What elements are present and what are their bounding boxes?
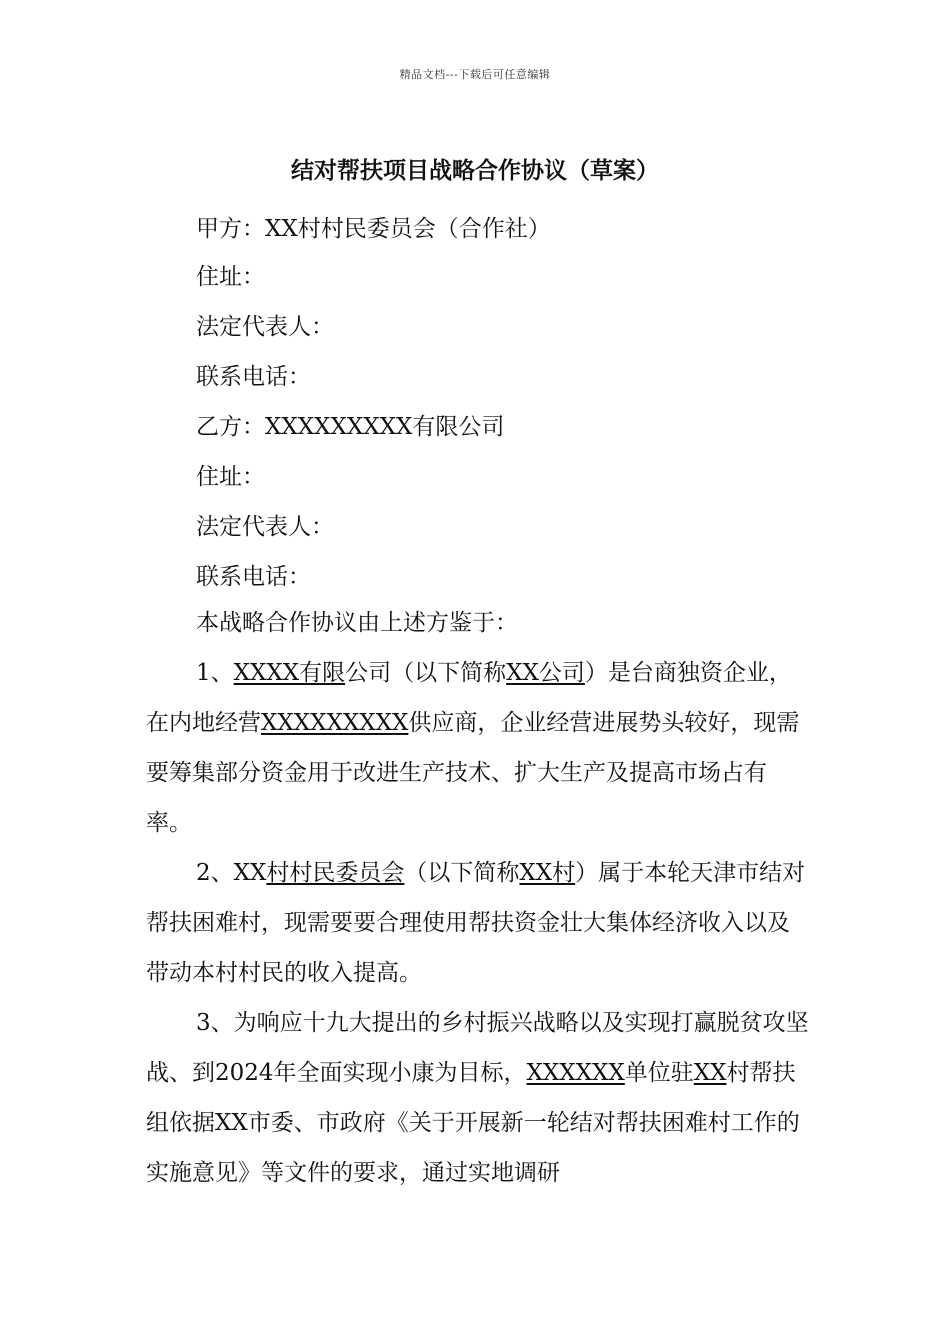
- committee-underline: 村村民委员会: [266, 860, 405, 886]
- party-a-address: 住址：: [196, 264, 265, 290]
- clause-3-text: 村帮扶组依据XX市委、市政府《关于开展新一轮结对帮扶困难村工作的实施意见》等文件的要求，通过实地调研: [146, 1060, 800, 1186]
- clause-1-text: 供应商，企业经营进展势头较好，现需要筹集部分资金用于改进生产技术、扩大生产及提高市场占有率。: [146, 710, 800, 836]
- unit-underline: XXXXXX: [526, 1060, 625, 1086]
- clause-3-text: 3、为响应十九大提出的乡村振兴战略以及实现打赢脱贫攻坚战、到2024年全面实现小康为目标，: [146, 1010, 809, 1086]
- clause-1: [146, 648, 810, 848]
- clause-2-number: 2、XX: [196, 860, 267, 886]
- clause-3: [146, 998, 810, 1198]
- clause-1-text: ）是台商独资企业，在内地经营: [146, 660, 792, 736]
- page-header: 精品文档---下载后可任意编辑: [399, 68, 551, 81]
- party-a-phone: 联系电话：: [196, 364, 311, 390]
- party-b-rep: 法定代表人：: [196, 514, 334, 540]
- clause-2: [146, 848, 810, 998]
- product-underline: XXXXXXXXX: [261, 710, 409, 736]
- party-b-address: 住址：: [196, 464, 265, 490]
- document-title: 结对帮扶项目战略合作协议（草案）: [291, 157, 659, 184]
- intro-line: 本战略合作协议由上述方鉴于：: [196, 610, 518, 636]
- company-short-underline: XX公司: [506, 660, 585, 686]
- agreement-body: [146, 648, 810, 1198]
- party-b-name: 乙方：XXXXXXXXX有限公司: [196, 414, 505, 440]
- village-underline: XX: [693, 1060, 727, 1086]
- clause-2-text: （以下简称: [404, 860, 520, 886]
- clause-3-text: 单位驻: [624, 1060, 694, 1086]
- village-short-underline: XX村: [519, 860, 576, 886]
- clause-1-number: 1、: [196, 660, 234, 686]
- party-b-phone: 联系电话：: [196, 564, 311, 590]
- party-a-name: 甲方：XX村村民委员会（合作社）: [196, 216, 551, 242]
- clause-1-text: 公司（以下简称: [345, 660, 507, 686]
- party-a-rep: 法定代表人：: [196, 314, 334, 340]
- clause-2-text: ）属于本轮天津市结对帮扶困难村，现需要要合理使用帮扶资金壮大集体经济收入以及带动本村村民的收入提高。: [146, 860, 806, 986]
- company-name-underline: XXXX有限: [233, 660, 346, 686]
